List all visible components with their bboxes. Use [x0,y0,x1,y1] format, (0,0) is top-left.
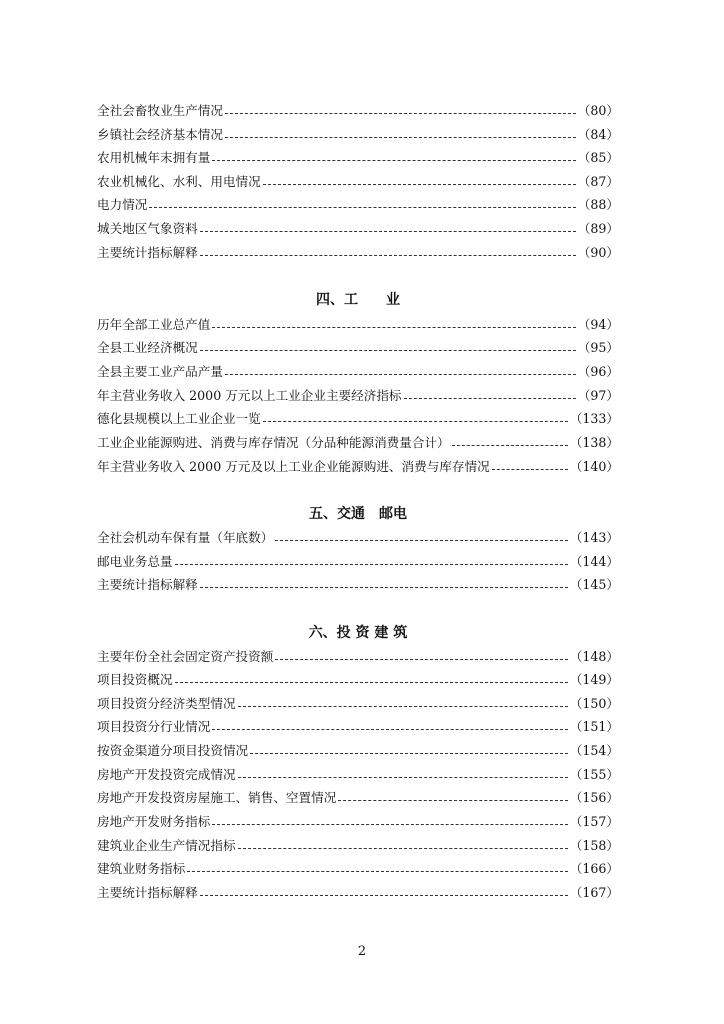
toc-entry-title: 全社会机动车保有量（年底数） [97,530,274,545]
toc-entry-title: 主要统计指标解释 [97,885,198,900]
toc-entry[interactable] [97,386,619,406]
toc-entry[interactable] [97,765,619,785]
toc-entry-title: 城关地区气象资料 [97,221,198,236]
toc-entry-title: 项目投资概况 [97,672,173,687]
toc-entry-title: 工业企业能源购进、消费与库存情况（分品种能源消费量合计） [97,435,450,450]
toc-leader [187,871,568,872]
toc-leader [404,398,576,399]
toc-entry-title: 乡镇社会经济基本情况 [97,127,223,142]
toc-entry-title: 房地产开发投资房屋施工、销售、空置情况 [97,790,337,805]
toc-entry[interactable] [97,812,619,832]
toc-entry[interactable] [97,362,619,382]
toc-entry-title: 建筑业财务指标 [97,861,186,876]
toc-entry-page: （140） [569,459,619,474]
toc-entry[interactable] [97,219,619,239]
toc-entry-title: 邮电业务总量 [97,554,173,569]
toc-entry[interactable] [97,552,619,572]
toc-entry-page: （154） [569,743,619,758]
toc-entry[interactable] [97,195,619,215]
toc-entry-page: （150） [569,696,619,711]
toc-entry-title: 历年全部工业总产值 [97,317,211,332]
toc-entry-title: 农用机械年末拥有量 [97,150,211,165]
toc-leader [200,895,568,896]
toc-entry-title: 全社会畜牧业生产情况 [97,103,223,118]
toc-entry[interactable] [97,409,619,429]
toc-leader [225,113,576,114]
toc-leader [238,706,568,707]
toc-entry-page: （94） [577,317,619,332]
toc-leader [200,255,576,256]
toc-entry-page: （167） [569,885,619,900]
toc-entry-page: （156） [569,790,619,805]
toc-leader [275,540,567,541]
toc-leader [212,729,567,730]
toc-leader [275,659,567,660]
toc-leader [238,848,568,849]
toc-entry[interactable] [97,883,619,903]
toc-entry-page: （88） [577,197,619,212]
toc-entry-page: （151） [569,719,619,734]
toc-entry-page: （84） [577,127,619,142]
toc-leader [175,682,568,683]
section-heading-industry: 四、工 业 [316,292,400,308]
toc-entry-title: 年主营业务收入 2000 万元以上工业企业主要经济指标 [97,388,402,403]
toc-entry-page: （155） [569,767,619,782]
toc-entry-title: 全县主要工业产品产量 [97,364,223,379]
toc-leader [149,207,575,208]
toc-leader [238,777,568,778]
toc-leader [492,469,568,470]
toc-entry-title: 项目投资分行业情况 [97,719,211,734]
toc-leader [263,421,568,422]
toc-leader [200,231,576,232]
toc-entry[interactable] [97,243,619,263]
toc-entry-page: （157） [569,814,619,829]
toc-leader [212,160,575,161]
toc-entry-title: 房地产开发投资完成情况 [97,767,236,782]
toc-entry[interactable] [97,647,619,667]
toc-entry[interactable] [97,859,619,879]
toc-entry[interactable] [97,125,619,145]
toc-entry-page: （166） [569,861,619,876]
toc-entry[interactable] [97,101,619,121]
toc-entry[interactable] [97,338,619,358]
toc-entry[interactable] [97,457,619,477]
section-heading-investment-construction: 六、投 资 建 筑 [308,625,408,641]
toc-entry-page: （80） [577,103,619,118]
page-number: 2 [357,944,367,959]
toc-entry[interactable] [97,433,619,453]
toc-entry-title: 主要年份全社会固定资产投资额 [97,649,274,664]
toc-entry[interactable] [97,694,619,714]
toc-entry-page: （143） [569,530,619,545]
toc-entry-title: 建筑业企业生产情况指标 [97,838,236,853]
toc-entry-title: 年主营业务收入 2000 万元及以上工业企业能源购进、消费与库存情况 [97,459,490,474]
toc-leader [263,184,576,185]
toc-leader [250,753,568,754]
toc-leader [175,564,568,565]
toc-leader [225,374,576,375]
section-heading-transport-post: 五、交通 邮电 [309,506,407,522]
toc-entry-page: （149） [569,672,619,687]
toc-entry[interactable] [97,741,619,761]
toc-entry-title: 电力情况 [97,197,148,212]
toc-entry[interactable] [97,670,619,690]
toc-entry-page: （158） [569,838,619,853]
toc-entry-page: （89） [577,221,619,236]
toc-leader [200,587,568,588]
toc-entry-title: 主要统计指标解释 [97,577,198,592]
toc-entry-title: 德化县规模以上工业企业一览 [97,411,261,426]
toc-entry-page: （85） [577,150,619,165]
toc-entry[interactable] [97,717,619,737]
toc-leader [452,445,568,446]
toc-entry-page: （95） [577,340,619,355]
toc-entry[interactable] [97,172,619,192]
toc-entry-page: （87） [577,174,619,189]
toc-leader [212,824,567,825]
toc-entry[interactable] [97,575,619,595]
toc-entry[interactable] [97,788,619,808]
toc-entry-page: （90） [577,245,619,260]
toc-entry-page: （148） [569,649,619,664]
toc-entry-page: （96） [577,364,619,379]
toc-leader [225,137,576,138]
toc-entry-page: （97） [577,388,619,403]
toc-entry-title: 全县工业经济概况 [97,340,198,355]
toc-leader [200,350,576,351]
toc-entry-page: （133） [569,411,619,426]
toc-entry-title: 按资金渠道分项目投资情况 [97,743,249,758]
toc-leader [338,800,567,801]
toc-entry-page: （145） [569,577,619,592]
toc-entry-title: 主要统计指标解释 [97,245,198,260]
toc-entry[interactable] [97,315,619,335]
toc-leader [212,327,575,328]
toc-entry[interactable] [97,528,619,548]
toc-entry-title: 房地产开发财务指标 [97,814,211,829]
toc-entry-page: （138） [569,435,619,450]
toc-entry-page: （144） [569,554,619,569]
toc-entry[interactable] [97,148,619,168]
toc-entry-title: 农业机械化、水利、用电情况 [97,174,261,189]
toc-entry-title: 项目投资分经济类型情况 [97,696,236,711]
toc-entry[interactable] [97,836,619,856]
